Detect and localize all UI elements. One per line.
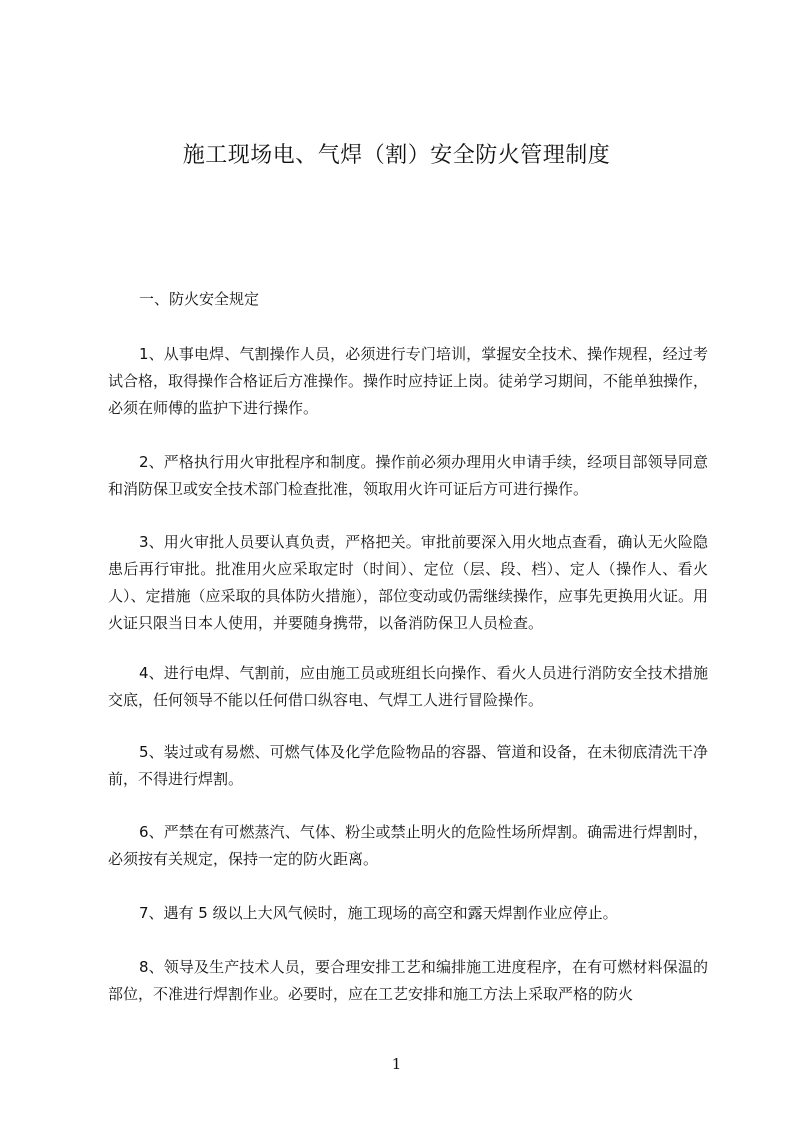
paragraph-6: 6、严禁在有可燃蒸汽、气体、粉尘或禁止明火的危险性场所焊割。确需进行焊割时，必须按有关规定，保持一定的防火距离。 (108, 823, 708, 868)
paragraph-5: 5、装过或有易燃、可燃气体及化学危险物品的容器、管道和设备，在未彻底清洗干净前，不得进行焊割。 (108, 743, 708, 788)
paragraph-4: 4、进行电焊、气割前，应由施工员或班组长向操作、看火人员进行消防安全技术措施交底，任何领导不能以任何借口纵容电、气焊工人进行冒险操作。 (108, 664, 708, 709)
paragraph-8: 8、领导及生产技术人员，要合理安排工艺和编排施工进度程序，在有可燃材料保温的部位，不准进行焊割作业。必要时，应在工艺安排和施工方法上采取严格的防火 (108, 958, 708, 1003)
section-heading: 一、防火安全规定 (139, 290, 260, 308)
paragraph-1: 1、从事电焊、气割操作人员，必须进行专门培训，掌握安全技术、操作规程，经过考试合格，取得操作合格证后方准操作。操作时应持证上岗。徒弟学习期间，不能单独操作，必须在师傅的监护下进行操作。 (108, 345, 709, 417)
paragraph-7: 7、遇有 5 级以上大风气候时，施工现场的高空和露天焊割作业应停止。 (139, 904, 618, 922)
document-title: 施工现场电、气焊（割）安全防火管理制度 (182, 143, 611, 168)
paragraph-2: 2、严格执行用火审批程序和制度。操作前必须办理用火申请手续，经项目部领导同意和消防保卫或安全技术部门检查批准，领取用火许可证后方可进行操作。 (108, 453, 708, 498)
page-number: 1 (391, 1055, 402, 1073)
paragraph-3: 3、用火审批人员要认真负责，严格把关。审批前要深入用火地点查看，确认无火险隐患后再行审批。批准用火应采取定时（时间）、定位（层、段、档）、定人（操作人、看火人）、定措施（应采取的具体防火措施），部位变动或仍需继续操作，应事先更换用火证。用火证只限当日本人使用，并要随身携带，以备消防保卫人员检查。 (108, 533, 709, 632)
